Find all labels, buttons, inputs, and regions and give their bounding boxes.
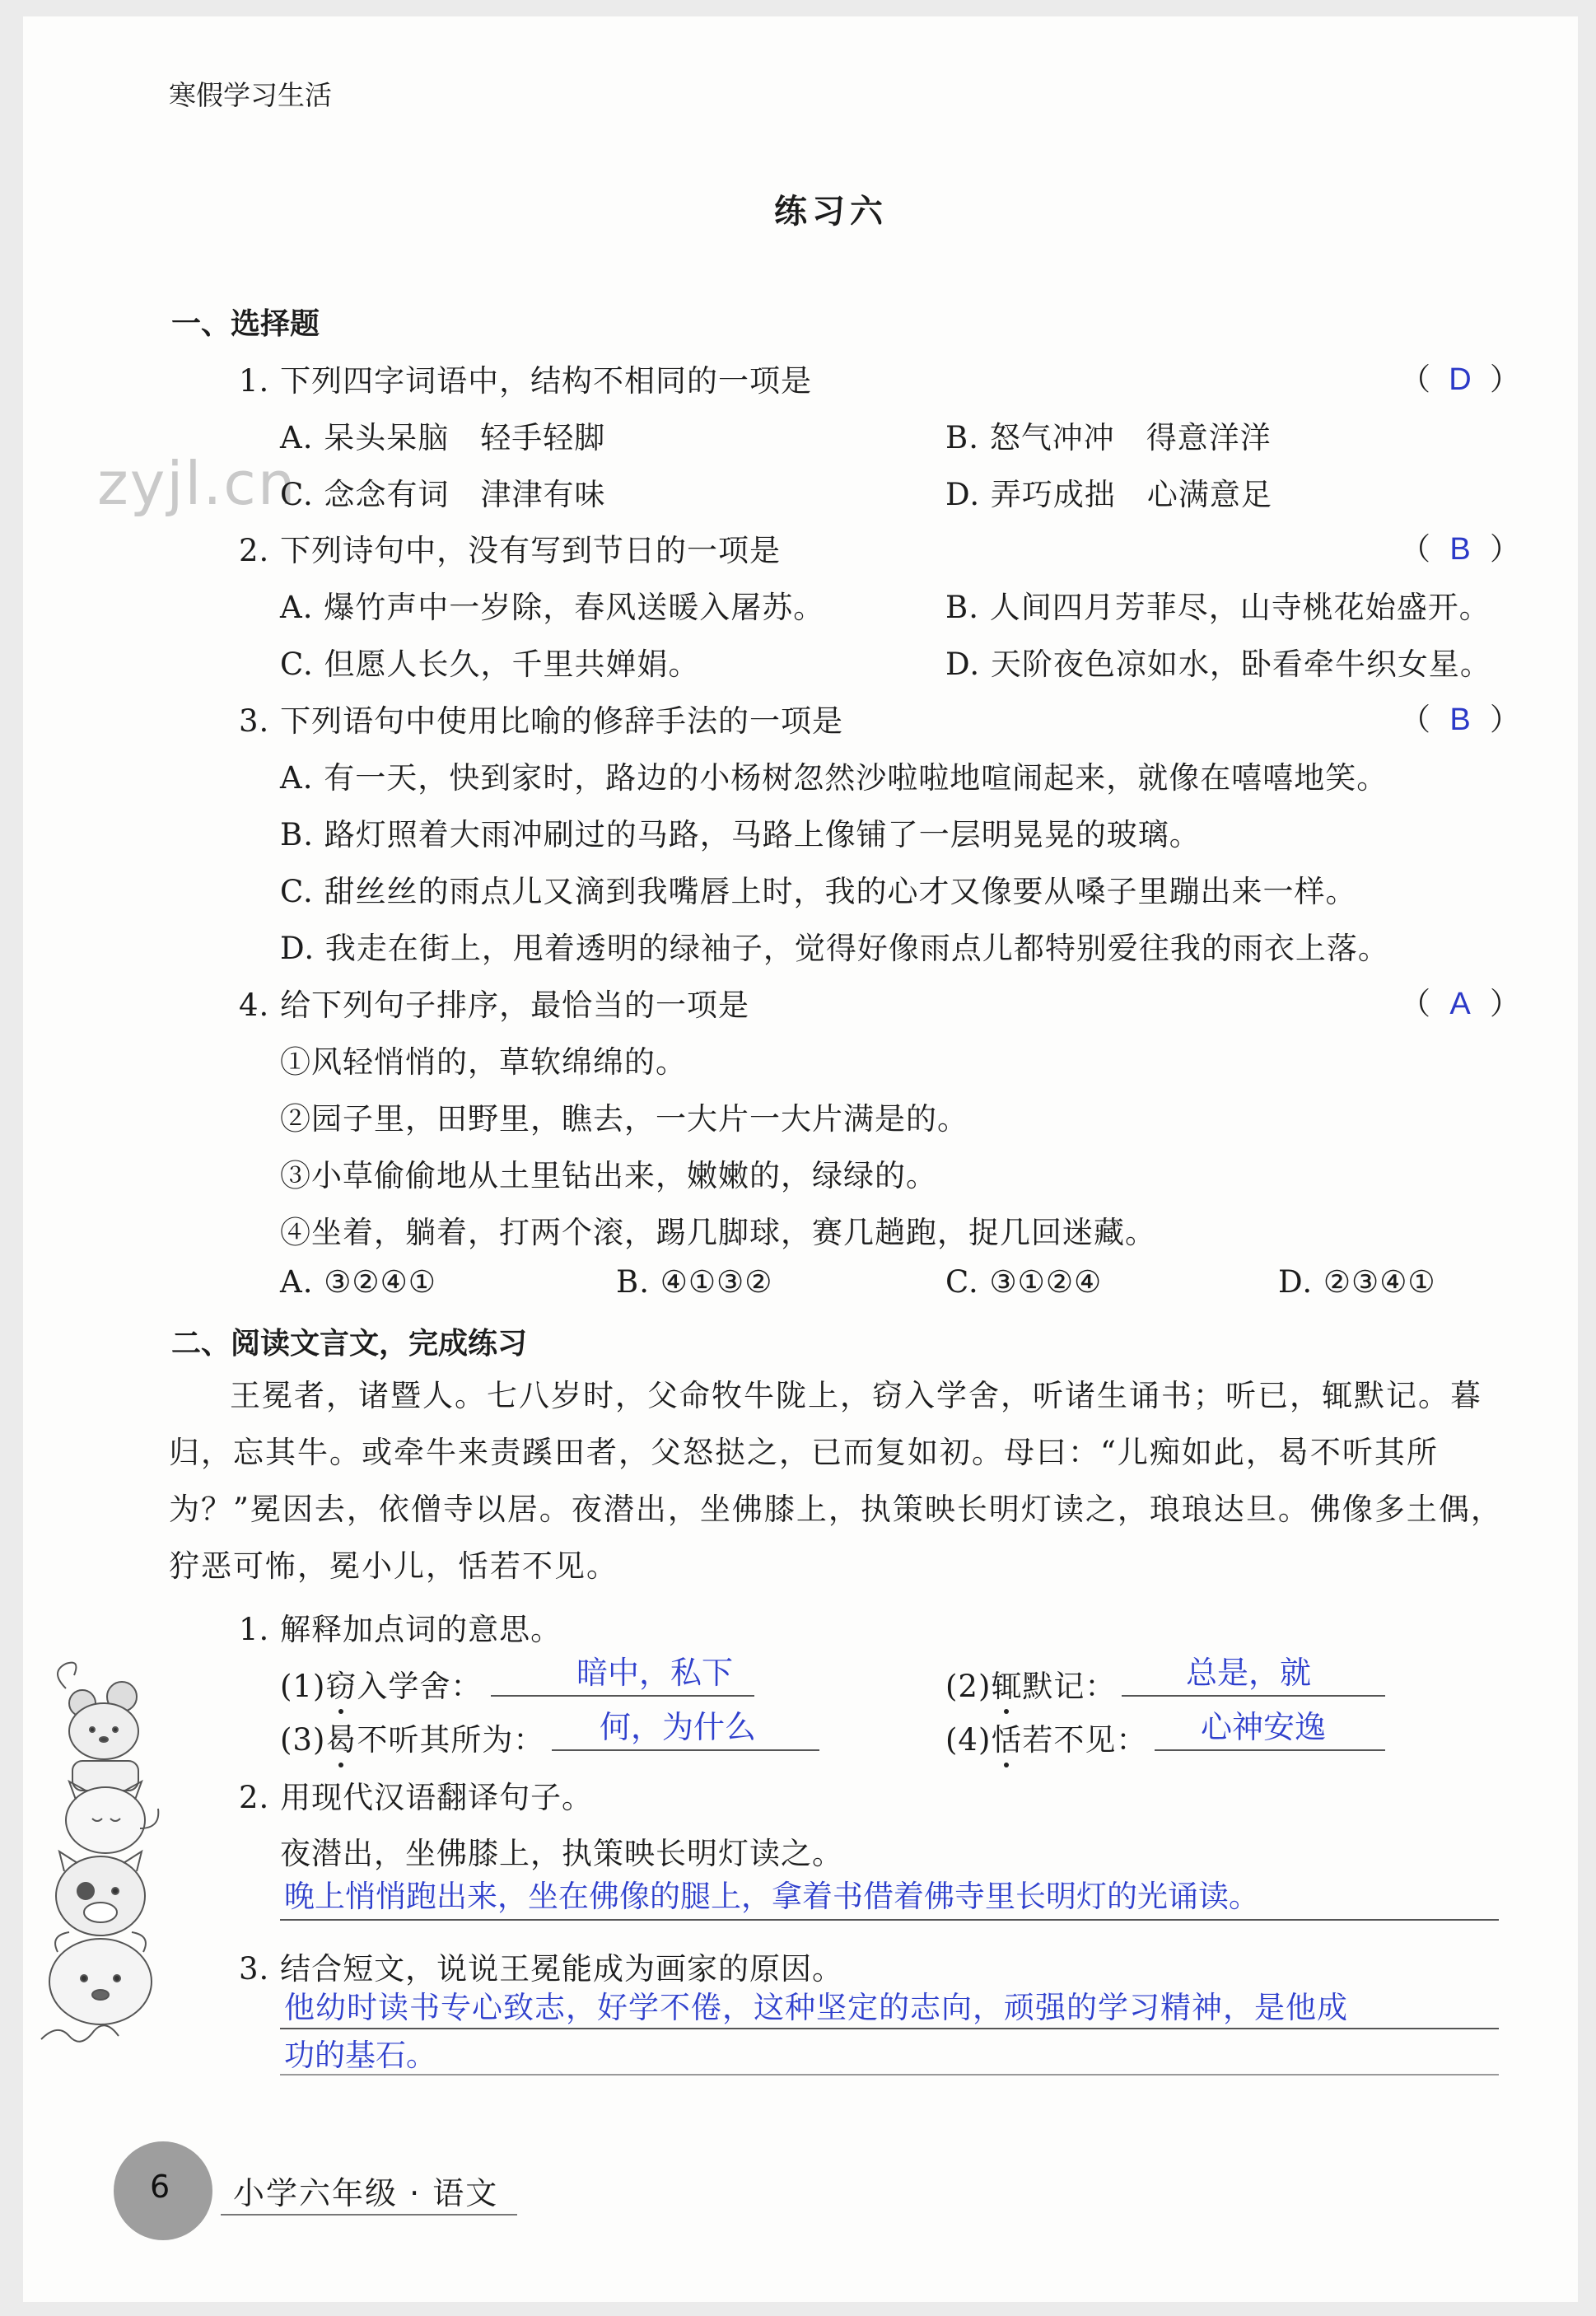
question-4-sentence-4: ④坐着，躺着，打两个滚，踢几脚球，赛几趟跑，捉几回迷藏。 — [280, 1215, 1156, 1250]
question-1-option-d: D. 弄巧成拙 心满意足 — [945, 477, 1272, 512]
watermark: zyjl.cn — [97, 449, 297, 518]
reading-1-answer-4: 心神安逸 — [1201, 1709, 1327, 1745]
dotted-char: 辄 — [991, 1661, 1022, 1706]
question-2-option-b: B. 人间四月芳菲尽，山寺桃花始盛开。 — [945, 590, 1491, 625]
dotted-char: 窃 — [325, 1661, 357, 1706]
question-4-option-a: A. ③②④① — [280, 1264, 436, 1300]
answer-value: B — [1449, 703, 1471, 737]
question-1-stem: 1. 下列四字词语中，结构不相同的一项是 — [239, 363, 813, 399]
reading-3-answer-line-1: 他幼时读书专心致志，好学不倦，这种坚定的志向，顽强的学习精神，是他成 — [284, 1990, 1348, 2025]
question-4-sentence-1: ①风轻悄悄的，草软绵绵的。 — [280, 1044, 687, 1080]
cartoon-animals-illustration — [25, 1655, 165, 2051]
question-4-stem: 4. 给下列句子排序，最恰当的一项是 — [239, 988, 750, 1023]
question-3-answer: （ B ） — [1400, 702, 1520, 737]
question-1-option-c: C. 念念有词 津津有味 — [280, 477, 606, 512]
reading-3-stem: 3. 结合短文，说说王冕能成为画家的原因。 — [239, 1951, 844, 1987]
running-header: 寒假学习生活 — [169, 79, 332, 111]
reading-1-answer-2: 总是，就 — [1186, 1655, 1312, 1691]
answer-underline — [552, 1749, 819, 1751]
answer-underline — [1155, 1749, 1385, 1751]
question-3-option-c: C. 甜丝丝的雨点儿又滴到我嘴唇上时，我的心才又像要从嗓子里蹦出来一样。 — [280, 874, 1357, 909]
reading-1-item-2: (2)辄默记： — [945, 1661, 1116, 1706]
question-2-option-c: C. 但愿人长久，千里共婵娟。 — [280, 647, 700, 682]
page-title: 练习六 — [774, 193, 888, 231]
question-4-sentence-2: ②园子里，田野里，瞧去，一大片一大片满是的。 — [280, 1101, 968, 1137]
question-4-sentence-3: ③小草偷偷地从土里钻出来，嫩嫩的，绿绿的。 — [280, 1158, 937, 1193]
answer-value: B — [1449, 532, 1471, 567]
answer-underline — [280, 2028, 1499, 2029]
answer-underline — [280, 1919, 1499, 1921]
answer-value: A — [1449, 987, 1471, 1021]
reading-2-answer: 晚上悄悄跑出来，坐在佛像的腿上，拿着书借着佛寺里长明灯的光诵读。 — [284, 1879, 1259, 1914]
question-4-answer: （ A ） — [1400, 986, 1520, 1021]
question-4-option-d: D. ②③④① — [1278, 1264, 1436, 1300]
dotted-char: 曷 — [325, 1715, 357, 1759]
question-1-option-b: B. 怒气冲冲 得意洋洋 — [945, 420, 1272, 455]
reading-1-stem: 1. 解释加点词的意思。 — [239, 1612, 562, 1647]
question-2-stem: 2. 下列诗句中，没有写到节日的一项是 — [239, 533, 782, 568]
question-3-option-d: D. 我走在街上，甩着透明的绿袖子，觉得好像雨点儿都特别爱往我的雨衣上落。 — [280, 931, 1389, 966]
footer-book-title: 小学六年级 · 语文 — [233, 2175, 499, 2211]
section-heading-classical: 二、阅读文言文，完成练习 — [171, 1327, 528, 1361]
section-heading-choice: 一、选择题 — [171, 307, 320, 341]
question-2-option-d: D. 天阶夜色凉如水，卧看牵牛织女星。 — [945, 647, 1491, 682]
question-2-option-a: A. 爆竹声中一岁除，春风送暖入屠苏。 — [280, 590, 825, 625]
question-4-option-b: B. ④①③② — [616, 1264, 773, 1300]
page-number: 6 — [150, 2169, 170, 2205]
reading-1-answer-3: 何，为什么 — [600, 1709, 757, 1745]
answer-underline — [280, 2074, 1499, 2076]
classical-passage: 王冕者，诸暨人。七八岁时，父命牧牛陇上，窃入学舍，听诸生诵书；听已，辄默记。暮归，忘其牛。或牵牛来责蹊田者，父怒挞之，已而复如初。母曰：“儿痴如此，曷不听其所为？”冕因去，依僧寺以居。夜潜出，坐佛膝上，执策映长明灯读之，琅琅达旦。佛像多土偶，狞恶可怖，冕小儿，恬若不见。 — [169, 1378, 1503, 1584]
question-3-option-b: B. 路灯照着大雨冲刷过的马路，马路上像铺了一层明晃晃的玻璃。 — [280, 817, 1201, 852]
question-3-option-a: A. 有一天，快到家时，路边的小杨树忽然沙啦啦地喧闹起来，就像在嘻嘻地笑。 — [280, 760, 1388, 796]
question-4-option-c: C. ③①②④ — [945, 1264, 1103, 1300]
question-2-answer: （ B ） — [1400, 531, 1520, 567]
answer-value: D — [1449, 362, 1472, 397]
footer-rule — [221, 2214, 517, 2216]
reading-1-item-1: (1)窃入学舍： — [280, 1661, 482, 1706]
reading-1-item-4: (4)恬若不见： — [945, 1715, 1147, 1759]
question-1-option-a: A. 呆头呆脑 轻手轻脚 — [280, 420, 606, 455]
reading-2-stem: 2. 用现代汉语翻译句子。 — [239, 1780, 594, 1815]
answer-underline — [1122, 1695, 1385, 1697]
dotted-char: 恬 — [991, 1715, 1022, 1759]
answer-underline — [491, 1695, 754, 1697]
reading-1-item-3: (3)曷不听其所为： — [280, 1715, 544, 1759]
question-3-stem: 3. 下列语句中使用比喻的修辞手法的一项是 — [239, 703, 844, 739]
question-1-answer: （ D ） — [1400, 362, 1520, 397]
reading-3-answer-line-2: 功的基石。 — [284, 2038, 436, 2073]
reading-2-sentence: 夜潜出，坐佛膝上，执策映长明灯读之。 — [280, 1836, 843, 1871]
reading-1-answer-1: 暗中，私下 — [576, 1655, 734, 1691]
